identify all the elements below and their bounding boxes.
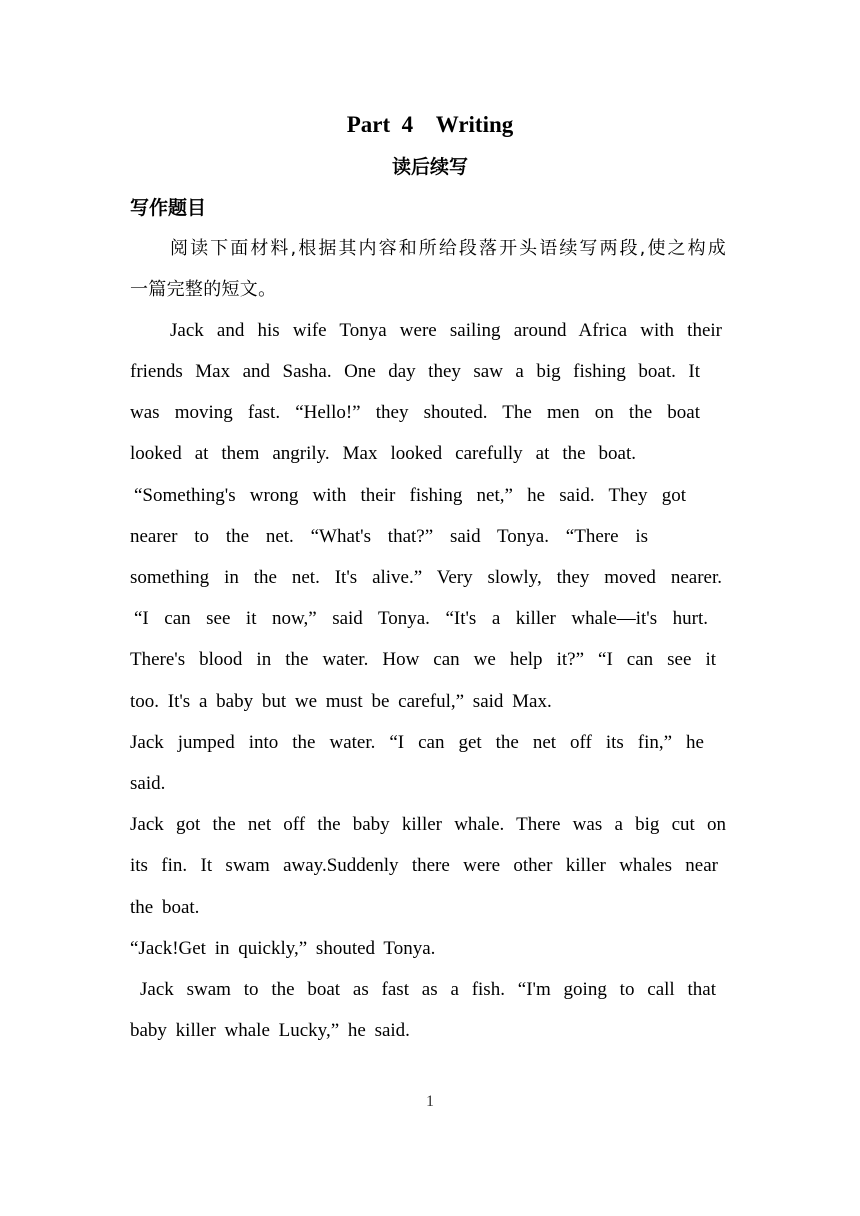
story-line: Jack got the net off the baby killer whale. There was a big cut on bbox=[130, 814, 726, 835]
story-line: its fin. It swam away.Suddenly there were other killer whales near bbox=[130, 855, 718, 876]
story-line: “I can see it now,” said Tonya. “It's a killer whale—it's hurt. bbox=[134, 608, 708, 629]
page-number: 1 bbox=[426, 1093, 434, 1110]
story-line: was moving fast. “Hello!” they shouted. The men on the boat bbox=[130, 402, 700, 423]
story-line: Jack jumped into the water. “I can get the net off its fin,” he bbox=[130, 732, 704, 753]
story-line: friends Max and Sasha. One day they saw a big fishing boat. It bbox=[130, 361, 700, 382]
story-line: looked at them angrily. Max looked carefully at the boat. bbox=[130, 443, 636, 464]
story-line: said. bbox=[130, 773, 166, 794]
story-line: nearer to the net. “What's that?” said Tonya. “There is bbox=[130, 526, 648, 547]
story-line: baby killer whale Lucky,” he said. bbox=[130, 1020, 410, 1041]
story-line: “Something's wrong with their fishing net,” he said. They got bbox=[134, 485, 686, 506]
story-line: “Jack!Get in quickly,” shouted Tonya. bbox=[130, 938, 436, 959]
story-line: the boat. bbox=[130, 897, 200, 918]
instruction-line: 一篇完整的短文。 bbox=[130, 279, 277, 300]
section-heading: 写作题目 bbox=[130, 197, 207, 219]
story-line: Jack swam to the boat as fast as a fish. “I'm going to call that bbox=[140, 979, 716, 1000]
page-subtitle: 读后续写 bbox=[391, 156, 468, 178]
story-line: There's blood in the water. How can we help it?” “I can see it bbox=[130, 649, 716, 670]
story-line: Jack and his wife Tonya were sailing around Africa with their bbox=[170, 320, 722, 341]
instruction-line: 阅读下面材料,根据其内容和所给段落开头语续写两段,使之构成 bbox=[170, 238, 726, 259]
story-line: something in the net. It's alive.” Very slowly, they moved nearer. bbox=[130, 567, 722, 588]
story-line: too. It's a baby but we must be careful,” said Max. bbox=[130, 691, 552, 712]
page-title: Part 4 Writing bbox=[346, 112, 514, 137]
